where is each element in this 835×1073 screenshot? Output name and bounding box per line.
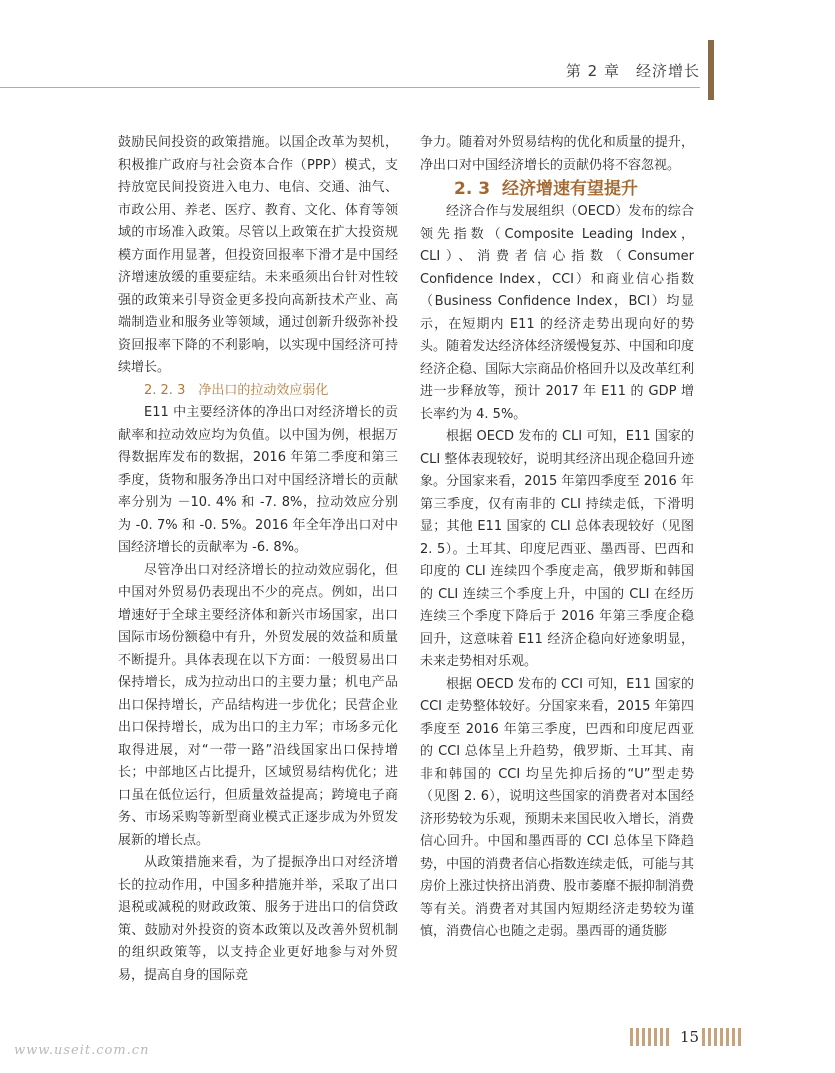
- watermark: www.useit.com.cn: [14, 1043, 150, 1058]
- footer-ornament-left: [630, 1028, 672, 1046]
- corner-accent-bar: [708, 40, 714, 100]
- section-title: 经济增速有望提升: [502, 179, 639, 199]
- subsection-heading: 2. 2. 3 净出口的拉动效应弱化: [144, 382, 329, 398]
- left-column: [118, 132, 398, 987]
- chapter-title: 第 2 章 经济增长: [565, 62, 700, 80]
- paragraph: 争力。随着对外贸易结构的优化和质量的提升，净出口对中国经济增长的贡献仍将不容忽视。: [420, 135, 694, 173]
- paragraph: E11 中主要经济体的净出口对经济增长的贡献率和拉动效应均为负值。以中国为例，根据万得数据库发布的数据，2016 年第二季度和第三季度，货物和服务净出口对中国经济增长的贡献率分别为 －10. 4% 和 -7. 8%，拉动效应分别为 -0. 7% 和 -0. 5%。2016 年全年净出口对中国经济增长的贡献率为 -6. 8%。: [118, 405, 398, 555]
- header-rule: [0, 87, 700, 88]
- section-number: 2. 3: [454, 179, 491, 199]
- paragraph: 根据 OECD 发布的 CCI 可知，E11 国家的 CCI 走势整体较好。分国家来看，2015 年第四季度至 2016 年第三季度，巴西和印度尼西亚的 CCI 总体呈上升趋势，俄罗斯、土耳其、南非和韩国的 CCI 均呈先抑后扬的“U”型走势（见图 2. 6），说明这些国家的消费者对本国经济形势较为乐观，预期未来国民收入增长，消费信心回升。中国和墨西哥的 CCI 总体呈下降趋势，中国的消费者信心指数连续走低，可能与其房价上涨过快挤出消费、股市萎靡不振抑制消费等有关。消费者对其国内短期经济走势较为谨慎，消费信心也随之走弱。墨西哥的通货膨: [420, 676, 694, 939]
- page-number: 15: [680, 1028, 700, 1046]
- paragraph: 根据 OECD 发布的 CLI 可知，E11 国家的 CLI 整体表现较好，说明其经济出现企稳回升迹象。分国家来看，2015 年第四季度至 2016 年第三季度，仅有南非的 CLI 持续走低，下滑明显；其他 E11 国家的 CLI 总体表现较好（见图 2. 5）。土耳其、印度尼西亚、墨西哥、巴西和印度的 CLI 连续四个季度走高，俄罗斯和韩国的 CLI 连续三个季度上升，中国的 CLI 在经历连续三个季度下降后于 2016 年第三季度企稳回升，这意味着 E11 经济企稳向好迹象明显，未来走势相对乐观。: [420, 429, 694, 669]
- right-column: [420, 132, 694, 944]
- paragraph: 尽管净出口对经济增长的拉动效应弱化，但中国对外贸易仍表现出不少的亮点。例如，出口增速好于全球主要经济体和新兴市场国家，出口国际市场份额稳中有升，外贸发展的效益和质量不断提升。具体表现在以下方面：一般贸易出口保持增长，成为拉动出口的主要力量；机电产品出口保持增长，产品结构进一步优化；民营企业出口保持增长，成为出口的主力军；市场多元化取得进展，对“一带一路”沿线国家出口保持增长；中部地区占比提升，区域贸易结构优化；进口虽在低位运行，但质量效益提高；跨境电子商务、市场采购等新型商业模式正逐步成为外贸发展新的增长点。: [118, 562, 398, 848]
- paragraph: 鼓励民间投资的政策措施。以国企改革为契机，积极推广政府与社会资本合作（PPP）模式，支持放宽民间投资进入电力、电信、交通、油气、市政公用、养老、医疗、教育、文化、体育等领域的市场准入政策。尽管以上政策在扩大投资规模方面作用显著，但投资回报率下滑才是中国经济增速放缓的重要症结。未来亟须出台针对性较强的政策来引导资金更多投向高新技术产业、高端制造业和服务业等领域，通过创新升级弥补投资回报率下降的不利影响，以实现中国经济可持续增长。: [118, 135, 398, 375]
- running-header: [0, 56, 700, 84]
- paragraph: 从政策措施来看，为了提振净出口对经济增长的拉动作用，中国多种措施并举，采取了出口退税或减税的财政政策、服务于进出口的信贷政策、鼓励对外投资的资本政策以及改善外贸机制的组织政策等，以支持企业更好地参与对外贸易，提高自身的国际竞: [118, 855, 398, 983]
- paragraph: 经济合作与发展组织（OECD）发布的综合领先指数（Composite Leading Index，CLI）、消费者信心指数（Consumer Confidence Index，CCI）和商业信心指数（Business Confidence Index，BCI）均显示，在短期内 E11 的经济走势出现向好的势头。随着发达经济体经济缓慢复苏、中国和印度经济企稳、国际大宗商品价格回升以及改革红利进一步释放等，预计 2017 年 E11 的 GDP 增长率约为 4. 5%。: [420, 204, 694, 422]
- footer-ornament-right: [702, 1028, 744, 1046]
- section-heading: [420, 177, 694, 201]
